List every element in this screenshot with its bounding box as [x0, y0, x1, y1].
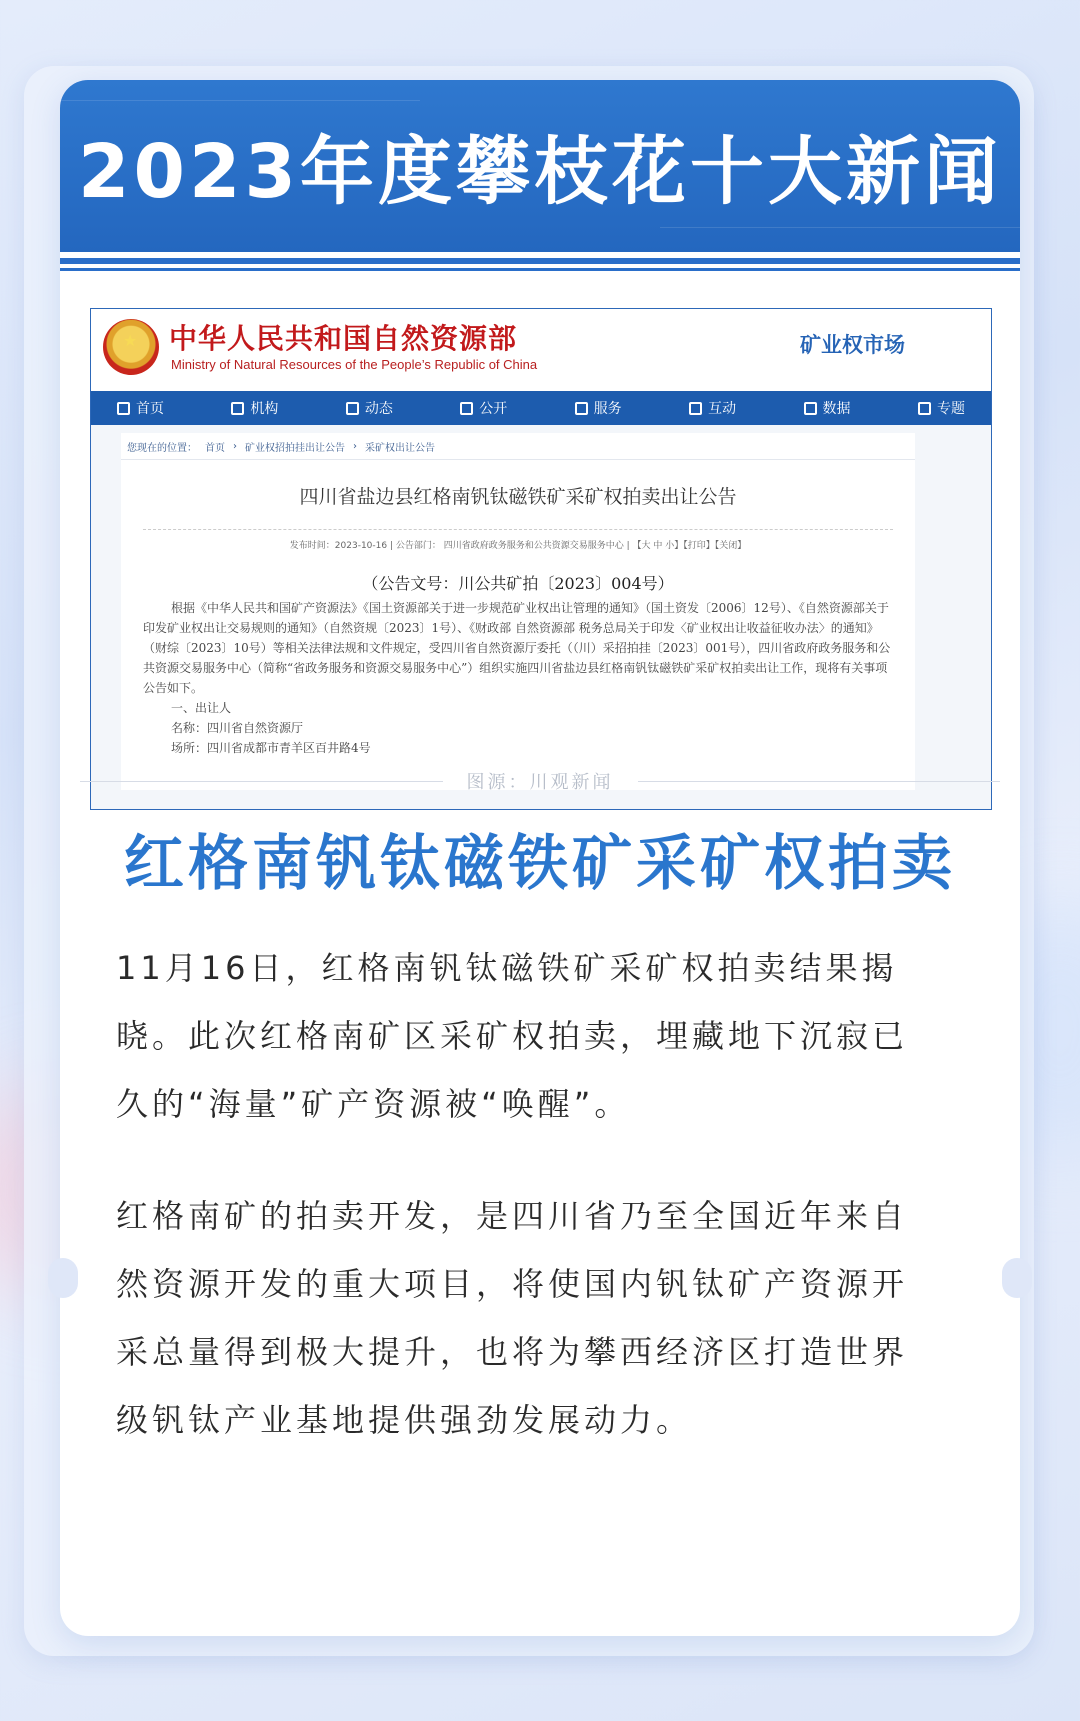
breadcrumb-item: 您现在的位置： — [127, 442, 197, 454]
breadcrumb — [121, 433, 915, 460]
ministry-name: 中华人民共和国自然资源部 — [169, 322, 518, 355]
nav-label: 专题 — [936, 401, 965, 417]
building-icon — [231, 402, 244, 415]
document-title: 四川省盐边县红格南钒钛磁铁矿采矿权拍卖出让公告 — [299, 486, 737, 508]
document-meta: 发布时间：2023-10-16 | 公告部门： 四川省政府政务服务和公共资源交易服务中心 | 【大 中 小】【打印】【关闭】 — [143, 529, 893, 551]
breadcrumb-item: 采矿权出让公告 — [365, 442, 435, 454]
market-label: 矿业权市场 — [800, 333, 905, 357]
document-section: 一、出让人 — [171, 701, 232, 715]
ministry-english-name: Ministry of Natural Resources of the People’s Republic of China — [171, 357, 538, 372]
nav-item-org — [225, 398, 284, 418]
image-source-label: 图源：川观新闻 — [466, 772, 614, 793]
folder-icon — [918, 402, 931, 415]
title-banner — [60, 80, 1020, 252]
nav-item-topic — [912, 398, 971, 418]
news-card — [60, 80, 1020, 1636]
nav-label: 数据 — [822, 401, 851, 417]
nav-label: 服务 — [593, 401, 622, 417]
nav-item-public — [454, 398, 513, 418]
nav-label: 公开 — [479, 401, 508, 417]
monitor-icon — [460, 402, 473, 415]
ministry-header — [91, 309, 991, 391]
nav-item-news — [340, 398, 399, 418]
nav-label: 首页 — [136, 401, 164, 417]
ministry-nav — [91, 391, 991, 425]
nav-label: 互动 — [708, 401, 737, 417]
breadcrumb-item: 矿业权招拍挂出让公告 — [245, 442, 345, 454]
chat-icon — [689, 402, 702, 415]
nav-item-interact — [683, 398, 742, 418]
document-name: 名称：四川省自然资源厅 — [171, 721, 304, 735]
document-icon — [575, 402, 588, 415]
card-notch-right — [1002, 1258, 1032, 1298]
nav-item-data — [798, 398, 857, 418]
divider — [60, 268, 1020, 271]
page-title: 2023年度攀枝花十大新闻 — [78, 129, 1002, 215]
card-notch-left — [48, 1258, 78, 1298]
document-place: 场所：四川省成都市青羊区百井路4号 — [171, 741, 371, 755]
nav-item-home — [111, 398, 170, 418]
bar-chart-icon — [804, 402, 817, 415]
nav-label: 动态 — [364, 401, 393, 417]
national-emblem-icon — [103, 319, 159, 375]
nav-item-service — [569, 398, 628, 418]
news-headline: 红格南钒钛磁铁矿采矿权拍卖 — [124, 829, 956, 899]
paragraph: 11月16日，红格南钒钛磁铁矿采矿权拍卖结果揭晓。此次红格南矿区采矿权拍卖，埋藏地下沉寂已久的“海量”矿产资源被“唤醒”。 — [116, 949, 909, 1123]
nav-label: 机构 — [250, 401, 279, 417]
chevron-right-icon: › — [233, 440, 237, 452]
home-icon — [117, 402, 130, 415]
divider — [60, 258, 1020, 264]
image-source — [80, 768, 1000, 794]
document-body: 根据《中华人民共和国矿产资源法》《国土资源部关于进一步规范矿业权出让管理的通知》（国土资发〔2006〕12号）、《自然资源部关于印发矿业权出让交易规则的通知》（自然资规〔2023〕1号）、《财政部 自然资源部 税务总局关于印发〈矿业权出让收益征收办法〉的通知》（财综〔2023〕10号）等相关法律法规和文件规定，受四川省自然资源厅委托（（川）采招拍挂〔2023〕001号），四川省政府政务服务和公共资源交易服务中心（简称“省政务服务和资源交易服务中心”）组织实施四川省盐边县红格南钒钛磁铁矿采矿权拍卖出让工作，现将有关事项公告如下。 — [143, 601, 891, 695]
chevron-right-icon: › — [353, 440, 357, 452]
divider — [638, 781, 1001, 782]
news-screenshot — [90, 308, 992, 810]
announcement-document — [121, 460, 915, 790]
breadcrumb-item: 首页 — [205, 442, 225, 454]
document-number: （公告文号：川公共矿拍〔2023〕004号） — [362, 574, 674, 593]
paragraph: 红格南矿的拍卖开发，是四川省乃至全国近年来自然资源开发的重大项目，将使国内钒钛矿产资源开采总量得到极大提升，也将为攀西经济区打造世界级钒钛产业基地提供强劲发展动力。 — [116, 1197, 909, 1439]
divider — [80, 781, 443, 782]
book-icon — [346, 402, 359, 415]
